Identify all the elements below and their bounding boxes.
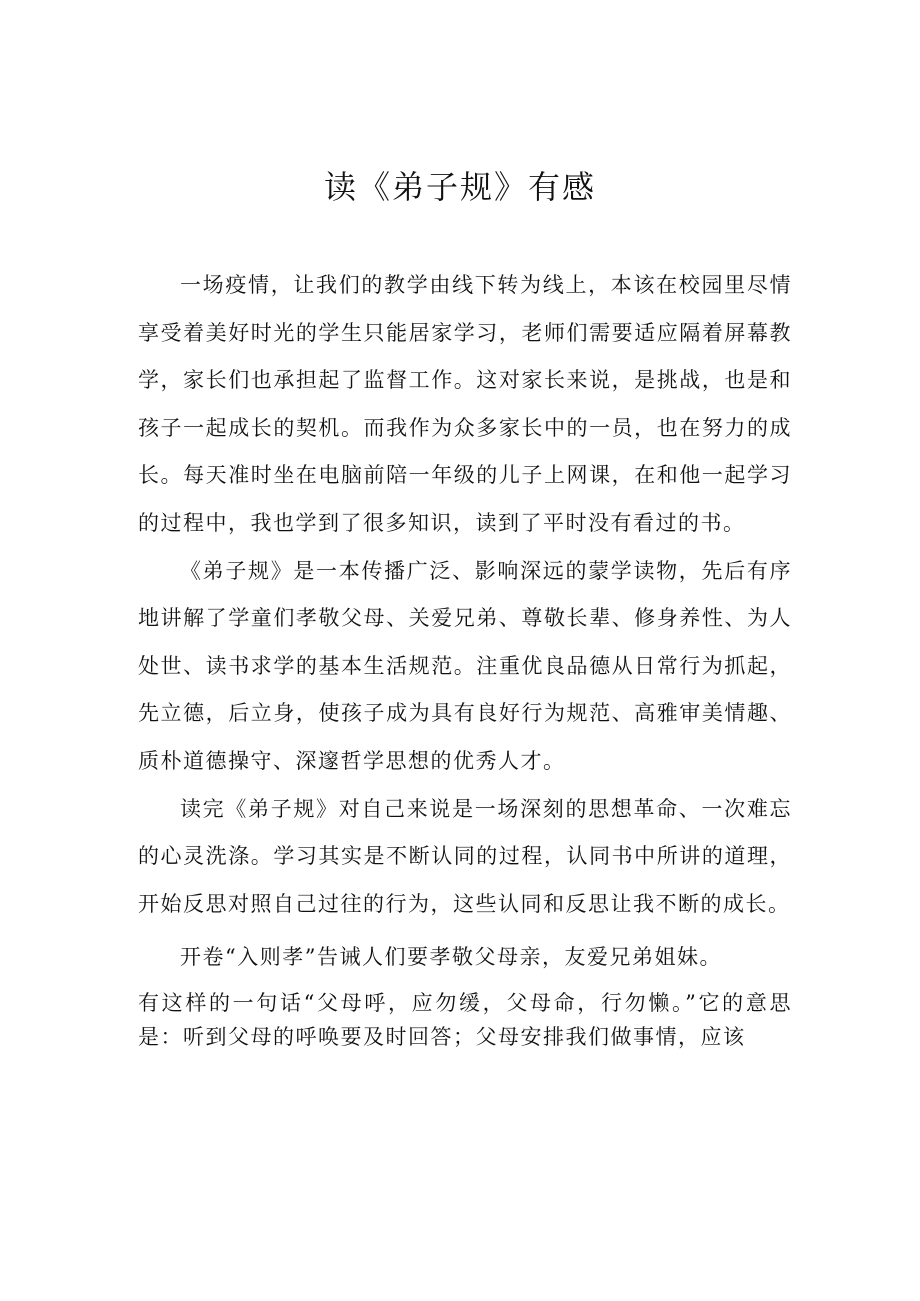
paragraph-1: 一场疫情，让我们的教学由线下转为线上，本该在校园里尽情享受着美好时光的学生只能居家学习，老师们需要适应隔着屏幕教学，家长们也承担起了监督工作。这对家长来说，是挑战，也是和孩子一起成长的契机。而我作为众多家长中的一员，也在努力的成长。每天准时坐在电脑前陪一年级的儿子上网课，在和他一起学习的过程中，我也学到了很多知识，读到了平时没有看过的书。	[138, 273, 792, 535]
document-title: 读《弟子规》有感	[323, 168, 596, 206]
document-body	[138, 262, 792, 1054]
paragraph-4: 开卷“入则孝”告诫人们要孝敬父母亲，友爱兄弟姐妹。	[180, 945, 722, 970]
paragraph-5: 有这样的一句话“父母呼，应勿缓，父母命，行勿懒。”它的意思是：听到父母的呼唤要及时回答；父母安排我们做事情，应该	[138, 990, 792, 1049]
paragraph-2: 《弟子规》是一本传播广泛、影响深远的蒙学读物，先后有序地讲解了学童们孝敬父母、关爱兄弟、尊敬长辈、修身养性、为人处世、读书求学的基本生活规范。注重优良品德从日常行为抓起，先立德，后立身，使孩子成为具有良好行为规范、高雅审美情趣、质朴道德操守、深邃哲学思想的优秀人才。	[138, 558, 792, 773]
paragraph-3: 读完《弟子规》对自己来说是一场深刻的思想革命、一次难忘的心灵洗涤。学习其实是不断认同的过程，认同书中所讲的道理，开始反思对照自己过往的行为，这些认同和反思让我不断的成长。	[138, 796, 792, 916]
